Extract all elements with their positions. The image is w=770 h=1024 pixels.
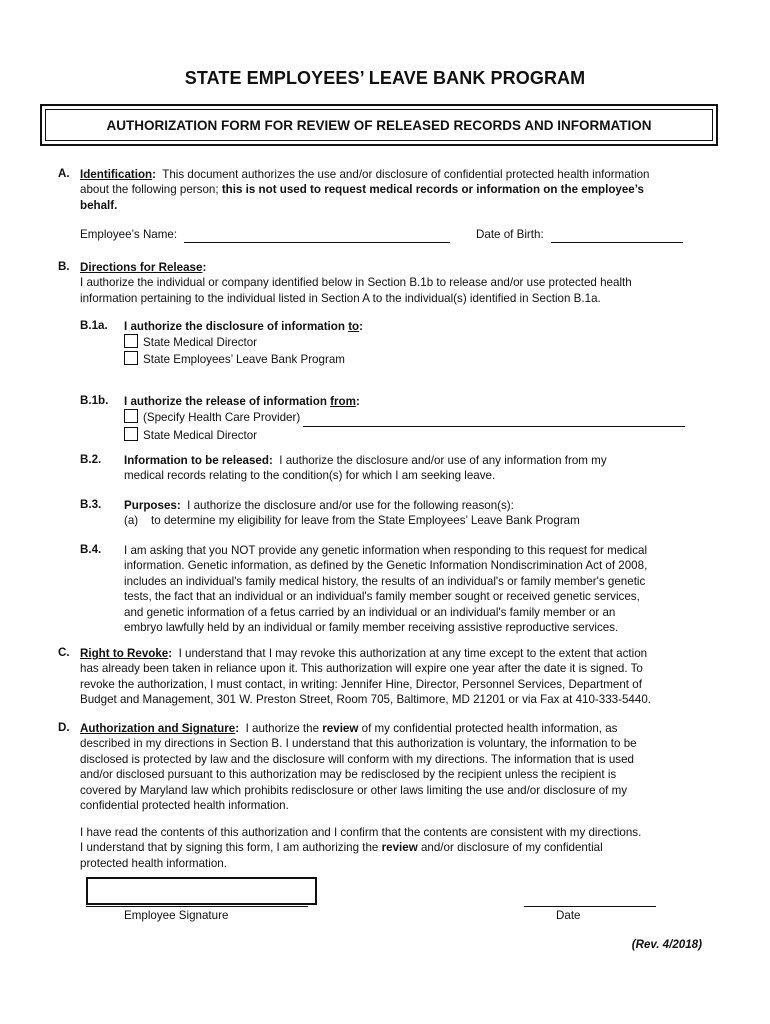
section-d-heading: Authorization and Signature xyxy=(80,722,236,735)
section-a-letter: A. xyxy=(58,167,70,180)
section-d-line: disclosed is protected by law and the disclosure will conform with my directions. The information that is used xyxy=(80,752,634,766)
b1b-option-provider: (Specify Health Care Provider) xyxy=(143,411,301,425)
section-a-line3: behalf. xyxy=(80,198,118,212)
section-b-text: Directions for Release: I authorize the individual or company identified below in Section B.1b to release and/or use protected health information pertaining to the individual listed in Section A to the individual(s) identified in Section B.1a. xyxy=(80,260,720,306)
b2-block xyxy=(124,453,724,484)
section-d-review-bold: review xyxy=(322,722,359,735)
b2-label: B.2. xyxy=(80,453,102,466)
employee-name-row xyxy=(80,227,450,243)
section-c-line: revoke the authorization, I must contact, in writing: Jennifer Hine, Director, Personnel Services, Department of xyxy=(80,677,642,691)
employee-name-label: Employee’s Name: xyxy=(80,228,178,241)
b1b-provider-checkbox[interactable] xyxy=(124,409,138,423)
b4-line: includes an individual's family medical history, the results of an individual's or family member's genetic xyxy=(124,574,646,588)
b1b-label: B.1b. xyxy=(80,394,109,407)
b1a-leave-bank-checkbox[interactable] xyxy=(124,351,138,365)
b4-block xyxy=(124,543,724,635)
b3-line1: I authorize the disclosure and/or use for the following reason(s): xyxy=(187,499,514,512)
section-b-letter: B. xyxy=(58,260,70,273)
section-c-line: Budget and Management, 301 W. Preston Street, Room 705, Baltimore, MD 21201 or via Fax at 410-333-5440. xyxy=(80,693,651,707)
b1a-lead: I authorize the disclosure of information xyxy=(124,320,345,333)
b3-label: B.3. xyxy=(80,498,102,511)
b4-line: tests, the fact that an individual or an individual's family member sought or received genetic services, xyxy=(124,590,640,604)
b4-line: embryo lawfully held by an individual or family member receiving assistive reproductive services. xyxy=(124,621,619,635)
section-c-text: Right to Revoke: I understand that I may revoke this authorization at any time except to the extent that action has already been taken in reliance upon it. This authorization will expire one year after the date it is signed. To revoke the authorization, I must contact, in writing: Jennifer Hine, Director, Personnel Services, Department of Budget and Management, 301 W. Preston Street, Room 705, Baltimore, MD 21201 or via Fax at 410-333-5440. xyxy=(80,646,730,708)
section-d-line1a: I authorize the xyxy=(245,722,320,735)
form-banner xyxy=(40,104,718,146)
section-d-letter: D. xyxy=(58,721,70,734)
section-d-p2-line2c: and/or disclosure of my confidential xyxy=(420,841,603,855)
employee-signature-line xyxy=(86,906,308,907)
b1a-option-leave-bank: State Employees’ Leave Bank Program xyxy=(143,352,345,366)
employee-signature-field[interactable] xyxy=(86,877,317,905)
employee-name-field[interactable] xyxy=(184,227,450,243)
b4-line: information. Genetic information, as defined by the Genetic Information Nondiscrimination Act of 2008, xyxy=(124,559,648,573)
date-signature-line[interactable] xyxy=(524,906,656,907)
b3-line2: (a) to determine my eligibility for leave from the State Employees’ Leave Bank Program xyxy=(124,514,580,528)
section-c-line: has already been taken in reliance upon it. This authorization will expire one year after the date it is signed. To xyxy=(80,662,643,676)
provider-name-field[interactable] xyxy=(303,410,685,426)
section-c-line1: I understand that I may revoke this authorization at any time except to the extent that action xyxy=(178,647,648,660)
b1b-medical-director-checkbox[interactable] xyxy=(124,427,138,441)
b2-line2: medical records relating to the condition(s) for which I am seeking leave. xyxy=(124,469,496,483)
b3-block xyxy=(124,498,724,529)
section-a-line2: about the following person; xyxy=(80,183,219,197)
section-d-line: and/or disclosed pursuant to this authorization may be redisclosed by the recipient unless the recipient is xyxy=(80,768,617,782)
section-d-p2-line3: protected health information. xyxy=(80,856,227,870)
section-d-text: Authorization and Signature: I authorize the review of my confidential protected health information, as described in my directions in Section B. I understand that this authorization is voluntary, the information to be disclosed is protected by law and the disclosure will conform with my directions. The information that is used and/or disclosed pursuant to this authorization may be redisclosed by the recipient unless the recipient is covered by Maryland law which prohibits redisclosure or other laws limiting the use and/or disclosure of my confidential protected health information. xyxy=(80,721,730,813)
b4-label: B.4. xyxy=(80,543,102,556)
employee-signature-label: Employee Signature xyxy=(124,909,229,922)
section-d-line: covered by Maryland law which prohibits redisclosure or other laws limiting the use and/or disclosure of my xyxy=(80,783,628,797)
section-b-line1: I authorize the individual or company identified below in Section B.1b to release and/or use protected health xyxy=(80,276,632,290)
section-d-paragraph2 xyxy=(80,825,730,871)
section-d-line: described in my directions in Section B. I understand that this authorization is voluntary, the information to be xyxy=(80,737,637,751)
section-d-p2-line2a: I understand that by signing this form, I am authorizing the xyxy=(80,841,379,855)
b1a-option-medical-director: State Medical Director xyxy=(143,336,258,350)
dob-label: Date of Birth: xyxy=(476,228,544,241)
section-d-p2-line1: I have read the contents of this authorization and I confirm that the contents are consistent with my directions. xyxy=(80,826,642,839)
b2-line1: I authorize the disclosure and/or use of any information from my xyxy=(279,454,607,467)
b1a-label: B.1a. xyxy=(80,319,108,332)
section-a-line1: This document authorizes the use and/or disclosure of confidential protected health information xyxy=(162,168,650,181)
form-banner-text: AUTHORIZATION FORM FOR REVIEW OF RELEASED RECORDS AND INFORMATION xyxy=(45,109,713,141)
dob-row xyxy=(476,227,683,243)
section-c-heading: Right to Revoke xyxy=(80,647,169,660)
b1a-lead-to: to xyxy=(348,320,360,333)
b1a-block: I authorize the disclosure of information to: State Medical Director State Employees’ Leave Bank Program xyxy=(124,320,364,366)
b4-line: I am asking that you NOT provide any genetic information when responding to this request for medical xyxy=(124,544,648,557)
b1b-lead-from: from xyxy=(330,395,356,408)
section-a-text: Identification: This document authorizes the use and/or disclosure of confidential protected health information about the following person; this is not used to request medical records or information on the employee’s behalf. xyxy=(80,167,720,213)
dob-field[interactable] xyxy=(551,227,683,243)
section-d-p2-review-bold: review xyxy=(381,841,418,855)
b1a-medical-director-checkbox[interactable] xyxy=(124,334,138,348)
b1b-block: I authorize the release of information from: (Specify Health Care Provider) State Medical Director xyxy=(124,394,685,443)
section-a-heading: Identification xyxy=(80,168,153,181)
section-c-letter: C. xyxy=(58,646,70,659)
section-b-line2: information pertaining to the individual listed in Section A to the individual(s) identified in Section B.1a. xyxy=(80,291,601,305)
section-d-line1c: of my confidential protected health information, as xyxy=(361,722,618,735)
page-title: STATE EMPLOYEES’ LEAVE BANK PROGRAM xyxy=(184,68,586,88)
b4-line: and genetic information of a fetus carried by an individual or an individual's family member or an xyxy=(124,605,616,619)
revision-label: (Rev. 4/2018) xyxy=(631,938,702,951)
date-signature-label: Date xyxy=(556,909,581,922)
b3-lead: Purposes: xyxy=(124,499,181,512)
section-d-line: confidential protected health information. xyxy=(80,799,289,813)
b1b-option-medical-director: State Medical Director xyxy=(143,428,258,442)
section-a-line2-bold: this is not used to request medical records or information on the employee’s xyxy=(221,183,644,197)
b1b-lead: I authorize the release of information xyxy=(124,395,327,408)
b2-lead: Information to be released: xyxy=(124,454,273,467)
section-b-heading: Directions for Release xyxy=(80,261,203,274)
